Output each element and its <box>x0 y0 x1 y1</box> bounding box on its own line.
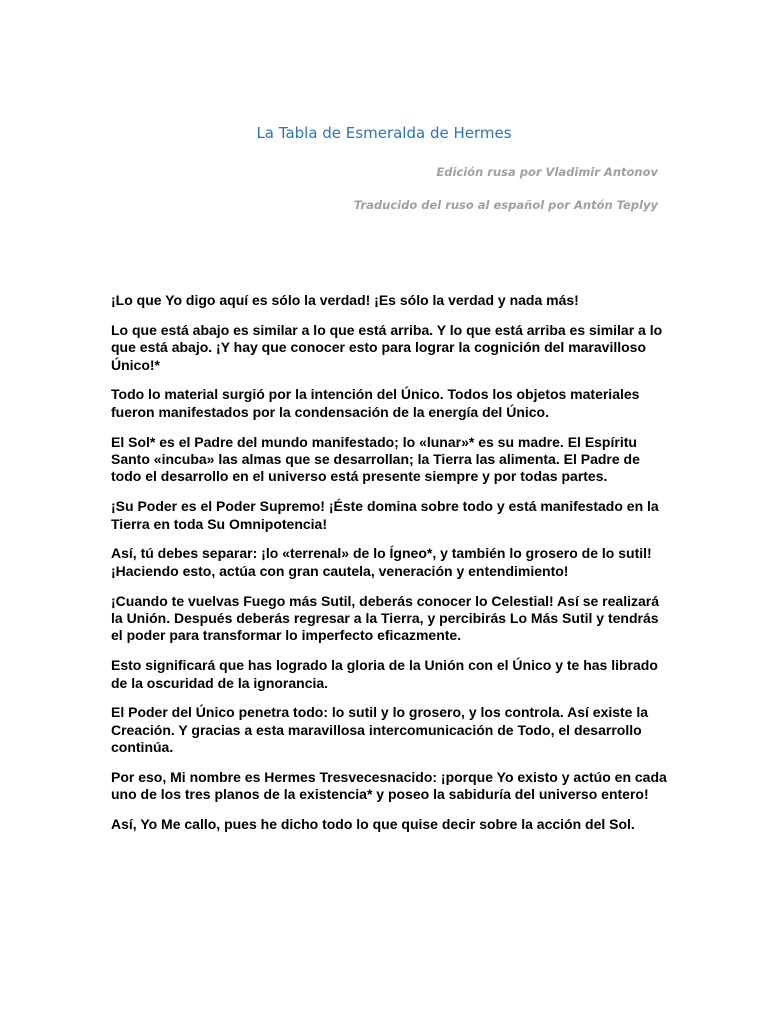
paragraph: ¡Cuando te vuelvas Fuego más Sutil, deberás conocer lo Celestial! Así se realizará la Unión. Después deberás regresar a la Tierra, y percibirás Lo Más Sutil y tendrás el poder para transformar lo imperfecto eficazmente. <box>111 592 660 644</box>
paragraph: ¡Lo que Yo digo aquí es sólo la verdad! ¡Es sólo la verdad y nada más! <box>111 292 579 308</box>
paragraph: Lo que está abajo es similar a lo que está arriba. Y lo que está arriba es similar a lo que está abajo. ¡Y hay que conocer esto para lograr la cognición del maravilloso Único!* <box>111 321 663 373</box>
document-body <box>111 292 671 846</box>
paragraph: Así, tú debes separar: ¡lo «terrenal» de lo Ígneo*, y también lo grosero de lo sutil! ¡Haciendo esto, actúa con gran cautela, veneración y entendimiento! <box>111 545 652 579</box>
paragraph: Todo lo material surgió por la intención del Único. Todos los objetos materiales fueron manifestados por la condensación de la energía del Único. <box>111 386 640 420</box>
paragraph: El Poder del Único penetra todo: lo sutil y lo grosero, y los controla. Así existe la Creación. Y gracias a esta maravillosa intercomunicación de Todo, el desarrollo continúa. <box>111 704 649 756</box>
paragraph: Esto significará que has logrado la gloria de la Unión con el Único y te has librado de la oscuridad de la ignorancia. <box>111 657 658 691</box>
page-title: La Tabla de Esmeralda de Hermes <box>256 124 512 142</box>
edition-subtitle: Edición rusa por Vladimir Antonov <box>436 165 658 179</box>
paragraph: Así, Yo Me callo, pues he dicho todo lo que quise decir sobre la acción del Sol. <box>111 816 635 833</box>
paragraph: El Sol* es el Padre del mundo manifestado; lo «lunar»* es su madre. El Espíritu Santo «incuba» las almas que se desarrollan; la Tierra las alimenta. El Padre de todo el desarrollo en el universo está presente siempre y por todas partes. <box>111 433 640 485</box>
translation-subtitle: Traducido del ruso al español por Antón Teplyy <box>353 198 658 212</box>
paragraph: ¡Su Poder es el Poder Supremo! ¡Éste domina sobre todo y está manifestado en la Tierra en toda Su Omnipotencia! <box>111 498 659 532</box>
paragraph: Por eso, Mi nombre es Hermes Tresvecesnacido: ¡porque Yo existo y actúo en cada uno de los tres planos de la existencia* y poseo la sabiduría del universo entero! <box>111 769 667 803</box>
